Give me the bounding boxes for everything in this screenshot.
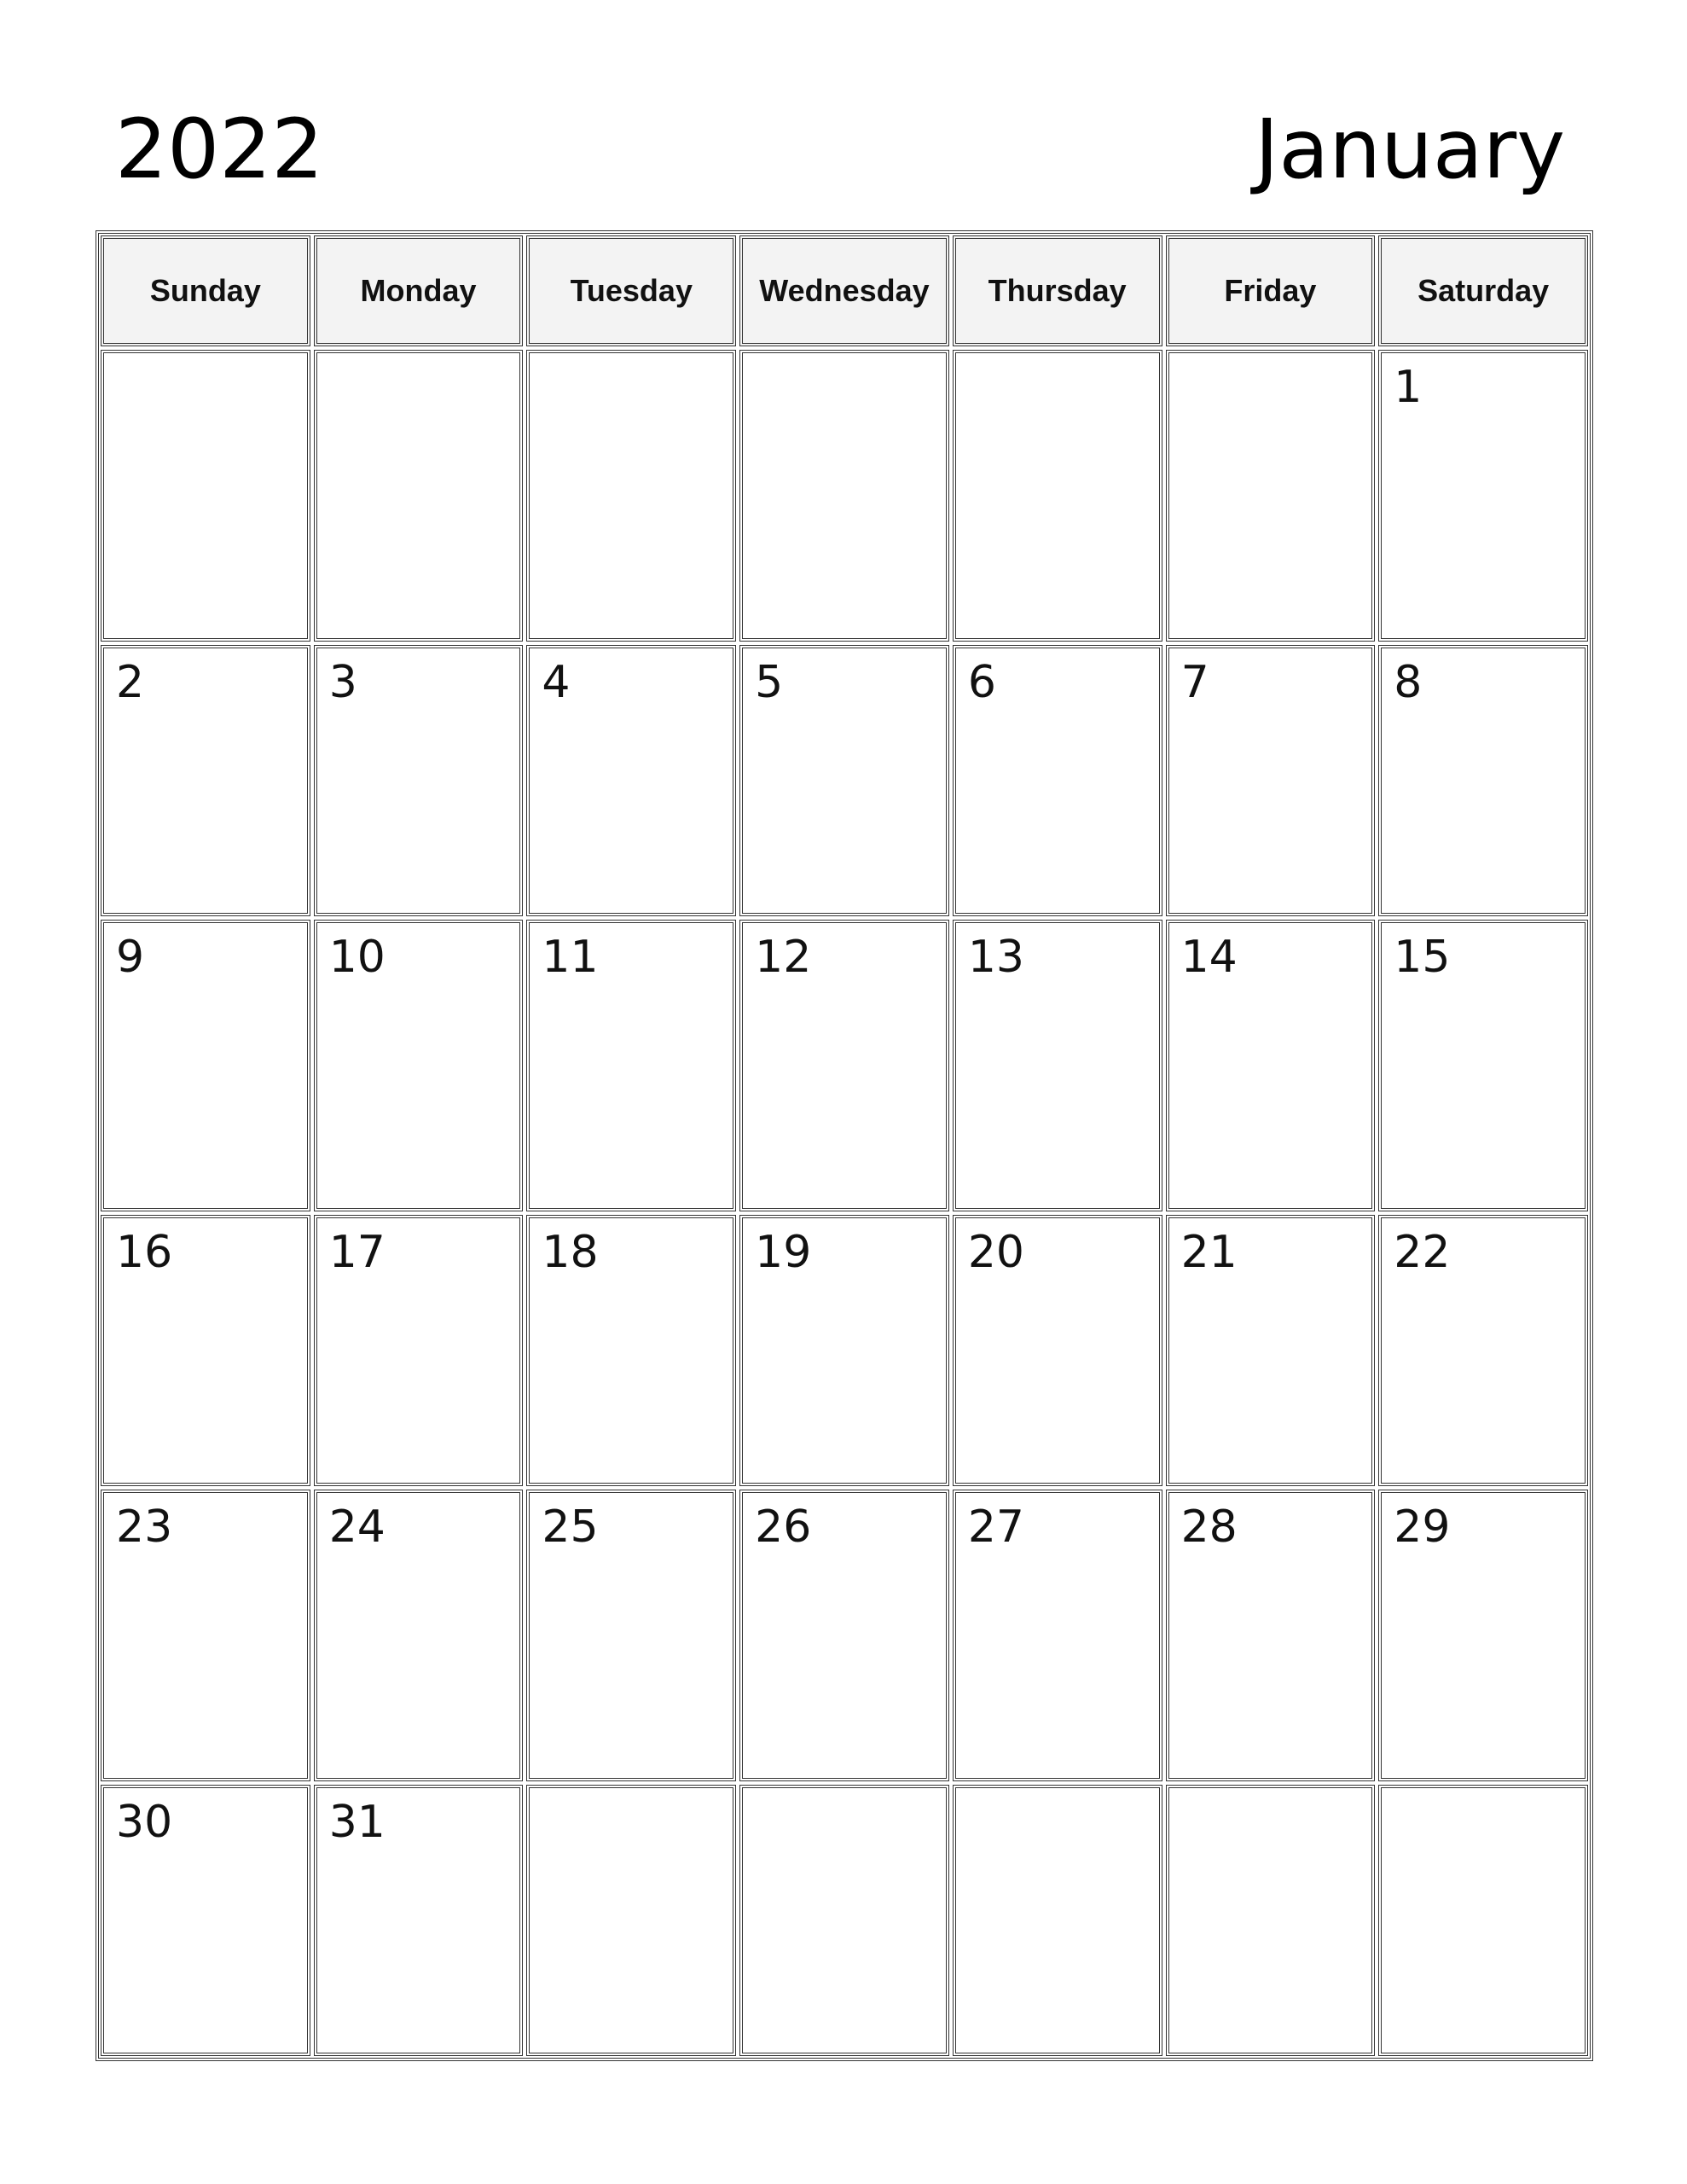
day-number: 11 <box>542 932 599 983</box>
day-number: 30 <box>116 1797 173 1848</box>
day-cell <box>739 645 949 916</box>
day-number: 7 <box>1180 657 1209 708</box>
day-number: 4 <box>542 657 571 708</box>
day-cell <box>314 1215 524 1486</box>
day-cell <box>739 920 949 1211</box>
day-cell <box>526 1215 736 1486</box>
day-number: 15 <box>1394 932 1451 983</box>
day-number: 14 <box>1180 932 1238 983</box>
day-cell <box>1378 1490 1588 1781</box>
day-cell <box>1378 645 1588 916</box>
day-cell <box>526 1490 736 1781</box>
day-cell <box>314 350 524 642</box>
day-number: 20 <box>967 1227 1025 1278</box>
day-cell <box>101 645 310 916</box>
day-cell <box>953 920 1162 1211</box>
day-number: 8 <box>1394 657 1423 708</box>
day-cell <box>101 920 310 1211</box>
day-cell <box>526 1785 736 2056</box>
day-cell <box>314 920 524 1211</box>
day-cell <box>739 350 949 642</box>
year-title: 2022 <box>115 102 324 197</box>
day-cell <box>1166 1490 1376 1781</box>
day-cell <box>1166 645 1376 916</box>
day-number: 16 <box>116 1227 173 1278</box>
day-cell <box>739 1785 949 2056</box>
day-cell <box>314 645 524 916</box>
day-number: 27 <box>967 1502 1025 1553</box>
weekday-header-friday <box>1166 235 1376 346</box>
day-number: 10 <box>328 932 386 983</box>
day-cell <box>314 1490 524 1781</box>
day-number: 3 <box>328 657 357 708</box>
day-cell <box>739 1490 949 1781</box>
day-number: 9 <box>116 932 145 983</box>
day-number: 19 <box>755 1227 812 1278</box>
weekday-label: Wednesday <box>759 273 930 308</box>
day-cell <box>526 920 736 1211</box>
calendar-cells <box>101 235 1588 2056</box>
day-number: 24 <box>328 1502 386 1553</box>
day-cell <box>1378 1215 1588 1486</box>
day-cell <box>1378 920 1588 1211</box>
day-number: 13 <box>967 932 1025 983</box>
day-cell <box>526 350 736 642</box>
day-cell <box>526 645 736 916</box>
weekday-header-saturday <box>1378 235 1588 346</box>
weekday-label: Thursday <box>988 273 1127 308</box>
weekday-label: Tuesday <box>570 273 693 308</box>
day-cell <box>1166 1215 1376 1486</box>
day-number: 26 <box>755 1502 812 1553</box>
weekday-label: Monday <box>360 273 477 308</box>
weekday-header-wednesday <box>739 235 949 346</box>
weekday-header-thursday <box>953 235 1162 346</box>
day-number: 18 <box>542 1227 599 1278</box>
day-cell <box>953 1785 1162 2056</box>
day-number: 21 <box>1180 1227 1238 1278</box>
day-cell <box>953 350 1162 642</box>
day-cell <box>1166 920 1376 1211</box>
weekday-header-sunday <box>101 235 310 346</box>
day-cell <box>101 1215 310 1486</box>
day-cell <box>1378 1785 1588 2056</box>
day-number: 5 <box>755 657 784 708</box>
day-cell <box>101 350 310 642</box>
day-cell <box>101 1490 310 1781</box>
month-title: January <box>1255 102 1565 197</box>
day-cell <box>101 1785 310 2056</box>
day-cell <box>739 1215 949 1486</box>
weekday-label: Saturday <box>1417 273 1550 308</box>
day-number: 2 <box>116 657 145 708</box>
day-number: 25 <box>542 1502 599 1553</box>
day-number: 29 <box>1394 1502 1451 1553</box>
day-number: 12 <box>755 932 812 983</box>
day-cell <box>953 645 1162 916</box>
day-cell <box>1166 1785 1376 2056</box>
day-number: 1 <box>1394 362 1423 413</box>
weekday-header-monday <box>314 235 524 346</box>
day-cell <box>953 1490 1162 1781</box>
day-number: 31 <box>328 1797 386 1848</box>
day-number: 22 <box>1394 1227 1451 1278</box>
day-cell <box>1166 350 1376 642</box>
weekday-label: Sunday <box>149 273 261 308</box>
day-cell <box>953 1215 1162 1486</box>
calendar-grid <box>96 230 1593 2061</box>
day-number: 17 <box>328 1227 386 1278</box>
day-cell <box>1378 350 1588 642</box>
day-number: 28 <box>1180 1502 1238 1553</box>
weekday-label: Friday <box>1224 273 1317 308</box>
weekday-header-tuesday <box>526 235 736 346</box>
day-number: 23 <box>116 1502 173 1553</box>
day-cell <box>314 1785 524 2056</box>
day-number: 6 <box>967 657 996 708</box>
